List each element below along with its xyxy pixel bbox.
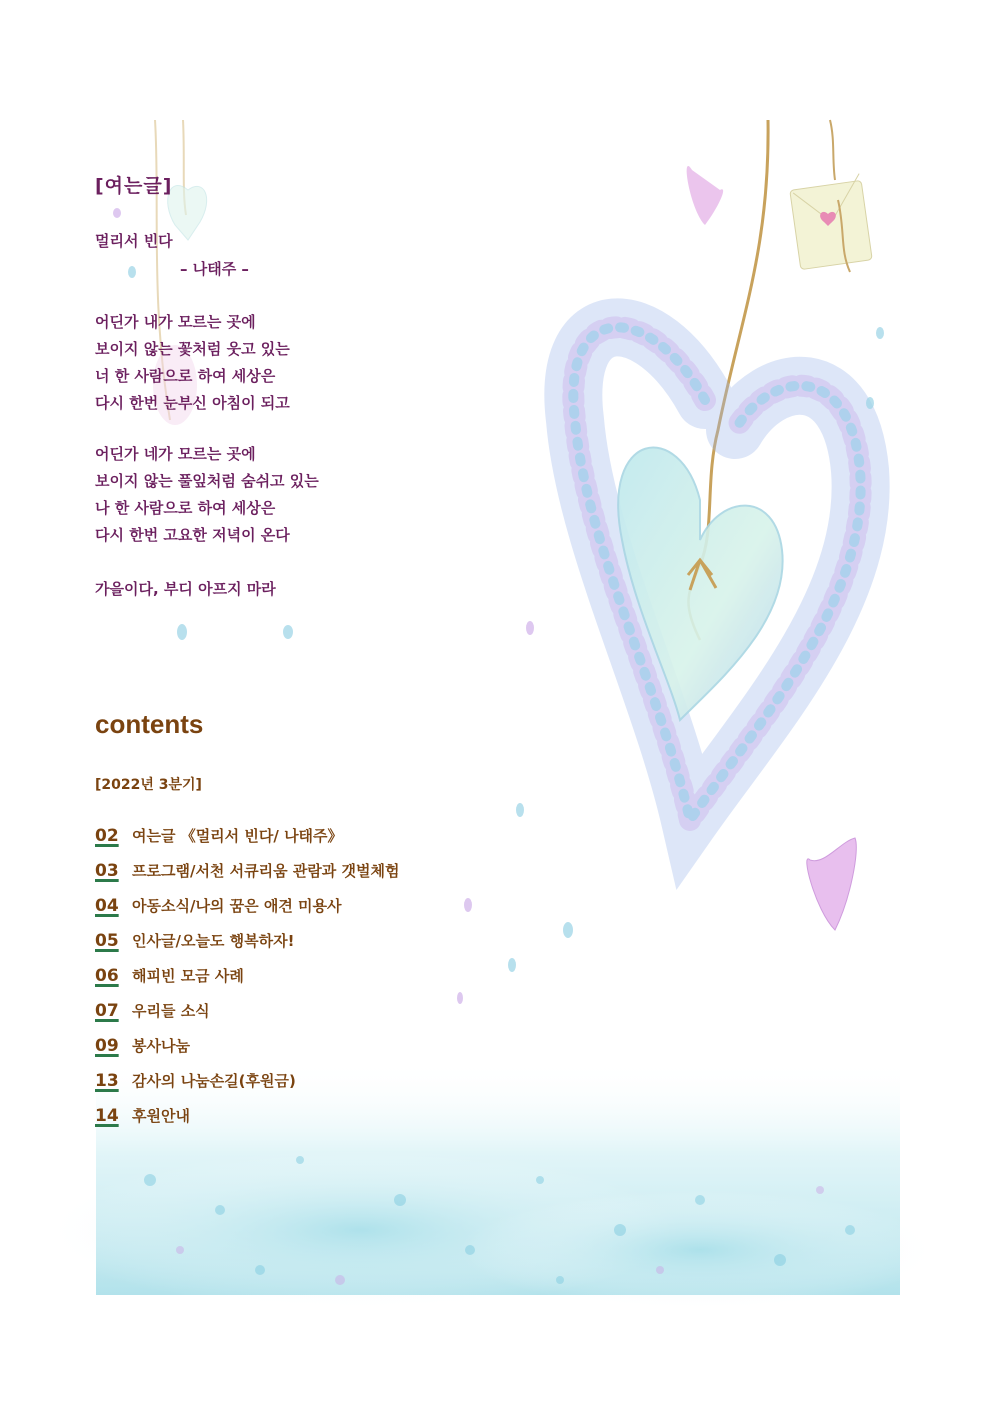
toc-label: 인사글/오늘도 행복하자!	[132, 932, 295, 950]
toc-item[interactable]	[95, 1035, 399, 1070]
toc-page-number: 05	[95, 931, 119, 951]
poem-line: 보이지 않는 꽃처럼 웃고 있는	[95, 340, 290, 358]
toc-item[interactable]	[95, 930, 399, 965]
toc-label: 프로그램/서천 서큐리움 관람과 갯벌체험	[132, 862, 400, 880]
toc-label: 아동소식/나의 꿈은 애견 미용사	[132, 897, 342, 915]
table-of-contents	[95, 825, 399, 1140]
toc-label: 감사의 나눔손길(후원금)	[132, 1072, 296, 1090]
toc-item[interactable]	[95, 895, 399, 930]
toc-label: 해피빈 모금 사례	[132, 967, 244, 985]
contents-heading: contents	[95, 709, 204, 739]
toc-item[interactable]	[95, 1105, 399, 1140]
poem-line: 어딘가 내가 모르는 곳에	[95, 313, 256, 331]
toc-label: 우리들 소식	[132, 1002, 210, 1020]
poem-title: 멀리서 빈다	[95, 232, 173, 250]
toc-page-number: 04	[95, 896, 119, 916]
poem-line: 보이지 않는 풀잎처럼 숨쉬고 있는	[95, 472, 319, 490]
toc-item[interactable]	[95, 825, 399, 860]
poem-stanza	[95, 576, 276, 603]
poem-line: 다시 한번 고요한 저녁이 온다	[95, 526, 290, 544]
toc-page-number: 03	[95, 861, 119, 881]
toc-item[interactable]	[95, 860, 399, 895]
poem-line: 어딘가 네가 모르는 곳에	[95, 445, 256, 463]
toc-page-number: 09	[95, 1036, 119, 1056]
toc-page-number: 06	[95, 966, 119, 986]
toc-page-number: 13	[95, 1071, 119, 1091]
poem-line: 다시 한번 눈부신 아침이 되고	[95, 394, 290, 412]
toc-label: 여는글 《멀리서 빈다/ 나태주》	[132, 827, 343, 845]
issue-quarter: [2022년 3분기]	[95, 777, 202, 793]
toc-label: 봉사나눔	[132, 1037, 190, 1055]
poem-line: 너 한 사람으로 하여 세상은	[95, 367, 276, 385]
poem-stanza	[95, 441, 319, 549]
toc-page-number: 07	[95, 1001, 119, 1021]
poem-line: 나 한 사람으로 하여 세상은	[95, 499, 276, 517]
section-title: [여는글]	[95, 175, 173, 197]
poem-line: 가을이다, 부디 아프지 마라	[95, 580, 276, 598]
toc-label: 후원안내	[132, 1107, 190, 1125]
toc-item[interactable]	[95, 1070, 399, 1105]
poem-stanza	[95, 309, 290, 417]
toc-item[interactable]	[95, 1000, 399, 1035]
toc-item[interactable]	[95, 965, 399, 1000]
poem-author: – 나태주 –	[180, 260, 249, 278]
toc-page-number: 02	[95, 826, 119, 846]
toc-page-number: 14	[95, 1106, 119, 1126]
